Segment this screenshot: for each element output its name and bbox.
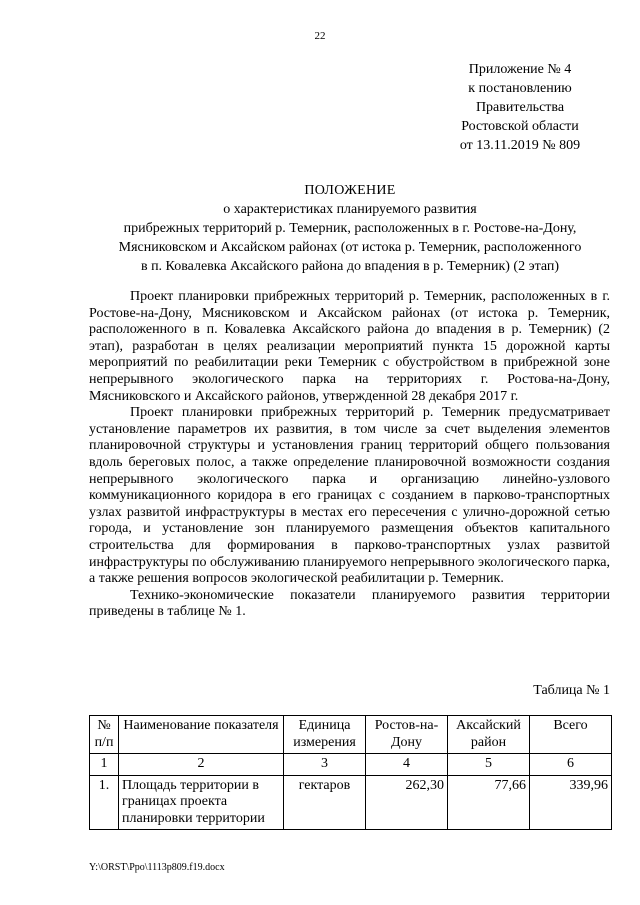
title-line: Мясниковском и Аксайском районах (от истока р. Темерник, расположенного [118, 240, 582, 255]
rostov-value: 262,30 [366, 775, 448, 830]
header-cell: № п/п [90, 716, 119, 754]
numbering-cell: 4 [366, 754, 448, 776]
appendix-block [440, 60, 600, 155]
appendix-line: к постановлению [468, 81, 572, 96]
file-path-footer: Y:\ORST\Ppo\1113p809.f19.docx [89, 862, 225, 873]
total-value: 339,96 [530, 775, 612, 830]
document-title [70, 181, 630, 276]
table-row [90, 775, 612, 830]
header-cell: Единица измерения [284, 716, 366, 754]
title-main: ПОЛОЖЕНИЕ [304, 183, 396, 198]
aksay-value: 77,66 [448, 775, 530, 830]
paragraph: Проект планировки прибрежных территорий р. Темерник, расположенных в г. Ростове-на-Дону, Мясниковском и Аксайском районах (от истока р. Темерник, расположенного в п. Ковалевка Аксайского района до впадения в р. Темерник) (2 этап), разработан в целях реализации мероприятий пункта 15 дорожной карты мероприятий по реабилитации реки Темерник с обустройством в прибрежной зоне непрерывного экологического парка на территориях г. Ростова-на-Дону, Мясниковского и Аксайского районов, утвержденной 28 декабря 2017 г. [89, 289, 610, 404]
numbering-cell: 1 [90, 754, 119, 776]
numbering-cell: 5 [448, 754, 530, 776]
header-cell: Ростов-на-Дону [366, 716, 448, 754]
numbering-cell: 6 [530, 754, 612, 776]
title-line: в п. Ковалевка Аксайского района до впадения в р. Темерник) (2 этап) [140, 259, 560, 274]
title-line: о характеристиках планируемого развития [223, 202, 477, 217]
row-number: 1. [90, 775, 119, 830]
numbering-cell: 2 [119, 754, 284, 776]
title-line: прибрежных территорий р. Темерник, расположенных в г. Ростове-на-Дону, [123, 221, 577, 236]
header-cell: Всего [530, 716, 612, 754]
header-cell: Наименование показателя [119, 716, 284, 754]
table-numbering-row [90, 754, 612, 776]
page-number: 22 [314, 30, 326, 42]
table-caption: Таблица № 1 [533, 683, 610, 698]
table-header-row [90, 716, 612, 754]
appendix-line: Приложение № 4 [468, 62, 572, 77]
appendix-line: Правительства [475, 100, 565, 115]
indicators-table [89, 715, 612, 830]
indicator-name: Площадь территории в границах проекта планировки территории [119, 775, 284, 830]
paragraph: Проект планировки прибрежных территорий р. Темерник предусматривает установление параметров их развития, в том числе за счет выделения элементов планировочной структуры и установления границ территорий общего пользования вдоль береговых полос, а также определение планировочной возможности создания непрерывного экологического парка и организацию линейно-узлового коммуникационного коридора в его границах с созданием в парково-транспортных узлах развитой инфраструктуры в местах его пересечения с улично-дорожной сетью города, и установление зон планируемого размещения объектов капитального строительства для формирования в парково-транспортных узлах развитой инфраструктуры по обслуживанию планируемого непрерывного экологического парка, а также решения вопросов экологической реабилитации р. Темерник. [89, 405, 610, 587]
numbering-cell: 3 [284, 754, 366, 776]
paragraph: Технико-экономические показатели планируемого развития территории приведены в таблице № 1. [89, 587, 610, 620]
appendix-line: Ростовской области [461, 119, 579, 134]
body-text [89, 289, 610, 621]
appendix-line: от 13.11.2019 № 809 [459, 138, 581, 153]
unit-cell: гектаров [284, 775, 366, 830]
header-cell: Аксайский район [448, 716, 530, 754]
